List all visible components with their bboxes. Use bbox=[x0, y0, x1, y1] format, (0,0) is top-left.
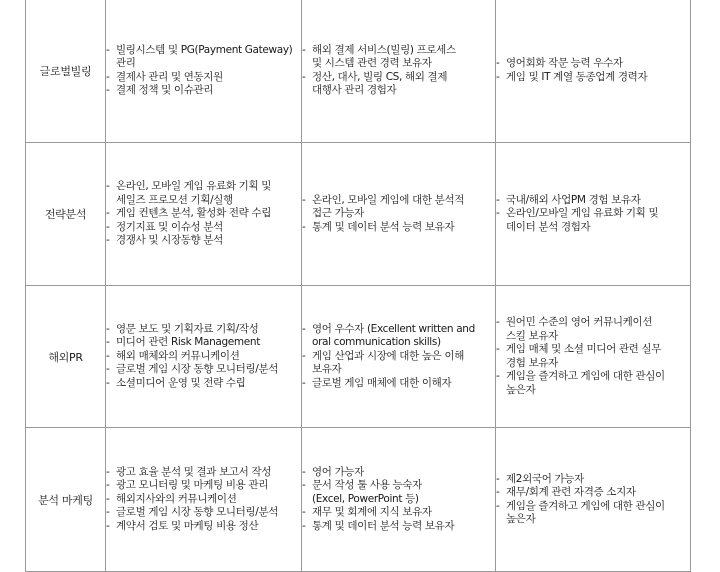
table-row bbox=[26, 0, 691, 143]
category-cell: 분석 마케팅 bbox=[26, 428, 106, 572]
list-item: - 게임을 즐겨하고 게임에 대한 관심이 높은자 bbox=[496, 370, 690, 397]
duties-cell bbox=[106, 428, 302, 572]
list-item: - 온라인, 모바일 게임에 대한 분석적 접근 가능자 bbox=[302, 194, 495, 221]
category-cell: 전략분석 bbox=[26, 143, 106, 286]
category-cell: 해외PR bbox=[26, 286, 106, 428]
list-item: - 글로벌 게임 시장 동향 모니터링/분석 bbox=[106, 506, 301, 520]
duties-cell bbox=[106, 286, 302, 428]
bullet-list bbox=[106, 44, 301, 98]
requirements-cell bbox=[302, 428, 496, 572]
bullet-list bbox=[496, 194, 690, 235]
category-cell: 글로벌빌링 bbox=[26, 0, 106, 143]
list-item: - 영어 가능자 bbox=[302, 466, 495, 480]
list-item: - 영문 보도 및 기획자료 기획/작성 bbox=[106, 323, 301, 337]
duties-cell bbox=[106, 0, 302, 143]
list-item: - 통계 및 데이터 분석 능력 보유자 bbox=[302, 221, 495, 235]
list-item: - 문서 작성 툴 사용 능숙자 (Excel, PowerPoint 등) bbox=[302, 479, 495, 506]
bullet-list bbox=[496, 316, 690, 397]
bullet-list bbox=[496, 473, 690, 527]
list-item: - 경쟁사 및 시장동향 분석 bbox=[106, 234, 301, 248]
list-item: - 통계 및 데이터 분석 능력 보유자 bbox=[302, 520, 495, 534]
list-item: - 게임 컨텐츠 분석, 활성화 전략 수립 bbox=[106, 207, 301, 221]
bullet-list bbox=[106, 323, 301, 391]
list-item: - 온라인/모바일 게임 유료화 기획 및 데이터 분석 경험자 bbox=[496, 207, 690, 234]
list-item: - 해외지사와의 커뮤니케이션 bbox=[106, 493, 301, 507]
list-item: - 광고 모니터링 및 마케팅 비용 관리 bbox=[106, 479, 301, 493]
list-item: - 해외 결제 서비스(빌링) 프로세스 및 시스템 관련 경력 보유자 bbox=[302, 44, 495, 71]
list-item: - 계약서 검토 및 마케팅 비용 정산 bbox=[106, 520, 301, 534]
list-item: - 빌링시스템 및 PG(Payment Gateway) 관리 bbox=[106, 44, 301, 71]
list-item: - 글로벌 게임 매체에 대한 이해자 bbox=[302, 377, 495, 391]
list-item: - 정산, 대사, 빌링 CS, 해외 결제 대행사 관리 경험자 bbox=[302, 71, 495, 98]
preferred-cell bbox=[496, 143, 691, 286]
preferred-cell bbox=[496, 286, 691, 428]
bullet-list bbox=[302, 466, 495, 534]
list-item: - 국내/해외 사업PM 경험 보유자 bbox=[496, 194, 690, 208]
list-item: - 해외 매체와의 커뮤니케이션 bbox=[106, 350, 301, 364]
list-item: - 영어회화 작문 능력 우수자 bbox=[496, 57, 690, 71]
list-item: - 게임을 즐겨하고 게임에 대한 관심이 높은자 bbox=[496, 500, 690, 527]
bullet-list bbox=[106, 180, 301, 248]
list-item: - 제2외국어 가능자 bbox=[496, 473, 690, 487]
table-row bbox=[26, 286, 691, 428]
list-item: - 온라인, 모바일 게임 유료화 기획 및 세일즈 프로모션 기획/실행 bbox=[106, 180, 301, 207]
list-item: - 원어민 수준의 영어 커뮤니케이션 스킬 보유자 bbox=[496, 316, 690, 343]
list-item: - 영어 우수자 (Excellent written and oral communication skills) bbox=[302, 323, 495, 350]
list-item: - 정기지표 및 이슈성 분석 bbox=[106, 221, 301, 235]
list-item: - 재무/회계 관련 자격증 소지자 bbox=[496, 486, 690, 500]
list-item: - 광고 효율 분석 및 결과 보고서 작성 bbox=[106, 466, 301, 480]
bullet-list bbox=[302, 44, 495, 98]
requirements-cell bbox=[302, 286, 496, 428]
list-item: - 게임 산업과 시장에 대한 높은 이해 보유자 bbox=[302, 350, 495, 377]
list-item: - 결제 정책 및 이슈관리 bbox=[106, 84, 301, 98]
list-item: - 글로벌 게임 시장 동향 모니터링/분석 bbox=[106, 363, 301, 377]
table-row bbox=[26, 428, 691, 572]
bullet-list bbox=[302, 194, 495, 235]
list-item: - 결제사 관리 및 연동지원 bbox=[106, 71, 301, 85]
bullet-list bbox=[496, 57, 690, 84]
preferred-cell bbox=[496, 428, 691, 572]
bullet-list bbox=[302, 323, 495, 391]
list-item: - 게임 매체 및 소셜 미디어 관련 실무 경험 보유자 bbox=[496, 343, 690, 370]
requirements-cell bbox=[302, 143, 496, 286]
table-row bbox=[26, 143, 691, 286]
list-item: - 미디어 관련 Risk Management bbox=[106, 336, 301, 350]
job-table-body bbox=[26, 0, 691, 572]
requirements-cell bbox=[302, 0, 496, 143]
bullet-list bbox=[106, 466, 301, 534]
list-item: - 재무 및 회계에 지식 보유자 bbox=[302, 506, 495, 520]
preferred-cell bbox=[496, 0, 691, 143]
list-item: - 소셜미디어 운영 및 전략 수립 bbox=[106, 377, 301, 391]
duties-cell bbox=[106, 143, 302, 286]
list-item: - 게임 및 IT 계열 동종업계 경력자 bbox=[496, 71, 690, 85]
job-table bbox=[25, 0, 691, 572]
